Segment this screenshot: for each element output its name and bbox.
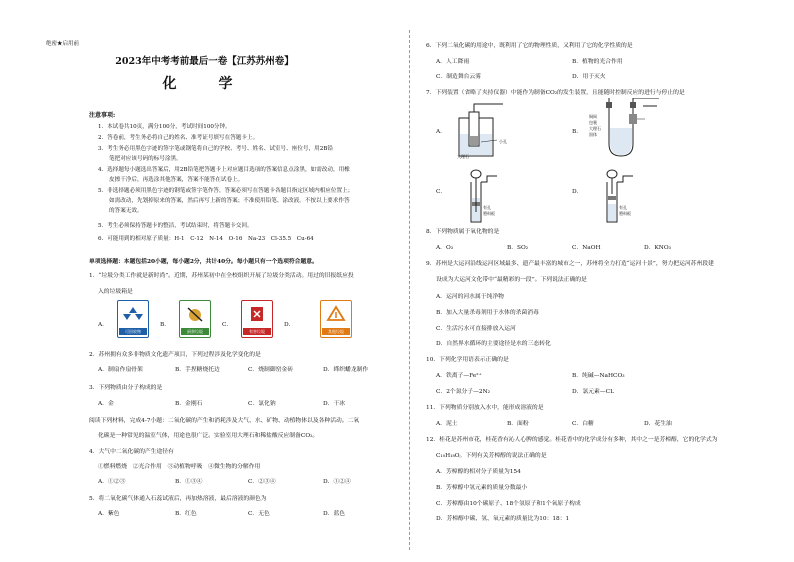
other-waste-icon	[323, 304, 349, 324]
option[interactable]: C．2个氮分子—2N₂	[436, 389, 490, 395]
question-4-stem: 4．大气中二氧化碳的产生途径有	[89, 449, 174, 455]
exam-title: 2023年中考考前最后一卷【江苏苏州卷】	[115, 56, 294, 67]
notice-item: 6．可能用到的相对原子质量：H-1 C-12 N-14 O-16 Na-23 Cl-35.5 Cu-64	[98, 236, 314, 242]
secret-mark: 绝密★启用前	[46, 41, 80, 47]
option[interactable]: C．	[436, 189, 447, 195]
option[interactable]: D．用于灭火	[572, 74, 606, 80]
apparatus-label: 有孔	[619, 205, 627, 210]
option-letter[interactable]: D．	[284, 322, 295, 328]
apparatus-label: 小孔	[499, 139, 507, 144]
option[interactable]: A．泥土	[436, 421, 458, 427]
option[interactable]: D．KNO₃	[644, 245, 671, 251]
option-letter[interactable]: B．	[160, 322, 171, 328]
recyclable-bin-icon[interactable]	[117, 300, 149, 338]
bin-label: 厨余垃圾	[181, 328, 209, 335]
option[interactable]: A．金	[98, 401, 114, 407]
apparatus-label: 铜网	[589, 114, 597, 119]
notice-item: 4．选择题每小题选出答案后，用2B铅笔把答题卡上对应题目选项的答案信息点涂黑，如需改动，用橡	[98, 167, 350, 173]
question-6-stem: 6．下列二氧化碳的用途中，既利用了它的物理性质，又利用了它的化学性质的是	[426, 43, 633, 49]
option[interactable]: A．芳樟醇的相对分子质量为154	[436, 469, 521, 475]
notice-item: 3．考生务必用黑色字迹的签字笔或钢笔将自己的学校、考号、姓名、试室号、座位号，用2B铅	[98, 146, 333, 152]
notice-item: 5．非选择题必须用黑色字迹的钢笔或签字笔作答，答案必须写在答题卡各题目指定区域内相应位置上；	[98, 188, 354, 194]
question-2-stem: 2．苏州拥有众多非物质文化遗产项目，下列过程涉及化学变化的是	[89, 352, 261, 358]
section-heading: 单项选择题：本题包括20小题，每小题2分，共计40分。每小题只有一个选项符合题意。	[89, 259, 318, 265]
apparatus-label: 大理石	[589, 126, 601, 131]
hazard-icon	[244, 304, 270, 324]
option[interactable]: B．手捏糖烧托边	[175, 367, 220, 373]
question-10-stem: 10．下列化学用语表示正确的是	[426, 357, 509, 363]
option[interactable]: A．紫色	[98, 511, 120, 517]
option[interactable]: A．运河的河水属于纯净物	[436, 294, 504, 300]
option[interactable]: A．铁离子—Fe²⁺	[436, 373, 482, 379]
recycle-icon	[120, 304, 146, 324]
bin-label: 有害垃圾	[243, 328, 271, 335]
question-9-stem: 设成为大运河文化带中“最精彩的一段”。下列说法正确的是	[436, 277, 587, 283]
question-12-stem: C₁₀H₁₈O。下列有关芳樟醇的说法正确的是	[436, 453, 547, 459]
notice-item: 2．答卷前，考生务必将自己的姓名、准考证号填写在答题卡上。	[98, 135, 259, 141]
option[interactable]: A．制扇作扇骨架	[98, 367, 143, 373]
option[interactable]: B．纯碱—NaHCO₃	[572, 373, 625, 379]
question-11-stem: 11．下列物质分别放入水中，能形成溶液的是	[426, 405, 544, 411]
apparatus-label: 大理石	[457, 154, 469, 159]
notice-item: 皮擦干净后，再选涂其他答案，答案不能答在试卷上。	[109, 177, 244, 183]
apparatus-label: 有孔	[483, 205, 491, 210]
notice-item: 如需改动，先划掉原来的答案，然后再写上新的答案；不准使用铅笔、涂改液。不按以上要求作答	[109, 198, 350, 204]
option[interactable]: C．氯化钠	[248, 401, 276, 407]
apparatus-label: 塑料板	[483, 211, 495, 216]
option[interactable]: B．加入大量杀毒剂用于水体的杀菌消毒	[436, 310, 539, 316]
hazardous-bin-icon[interactable]	[241, 300, 273, 338]
question-7-stem: 7．下列装置（省略了夹持仪器）中能作为制备CO₂的发生装置，且能随时控制反应的进行与停止的是	[426, 90, 685, 96]
option[interactable]: B．红色	[175, 511, 197, 517]
option[interactable]: A．人工降雨	[436, 59, 470, 65]
option[interactable]: B．SO₂	[507, 245, 529, 251]
question-4-items: ①燃料燃烧 ②光合作用 ③动植物呼吸 ④微生物的分解作用	[98, 464, 261, 470]
apparatus-label: 包裹	[589, 120, 597, 125]
option[interactable]: D．氯元素—CL	[572, 389, 614, 395]
notice-item: 的答案无效。	[109, 208, 143, 214]
apparatus-label: 固体	[589, 132, 597, 137]
option[interactable]: B．①③④	[175, 479, 203, 485]
option[interactable]: C．②③④	[248, 479, 276, 485]
option[interactable]: B．植物的光合作用	[572, 59, 623, 65]
option[interactable]: C．NaOH	[572, 245, 601, 251]
option[interactable]: B．面粉	[507, 421, 529, 427]
option[interactable]: C．无色	[248, 511, 270, 517]
apparatus-d-icon[interactable]	[589, 168, 639, 226]
option[interactable]: D．花生油	[644, 421, 672, 427]
reading-material: 阅读下列材料，完成4-7小题：二氧化碳的产生和消耗涉及大气、水、矿物、动植物体以及各种活动。二氧	[89, 418, 360, 424]
option[interactable]: D．芳樟醇中碳、氢、氧元素的质量比为10：18：1	[436, 516, 570, 522]
option[interactable]: D．①②④	[323, 479, 351, 485]
apparatus-label: 塑料板	[619, 211, 631, 216]
apparatus-c-icon[interactable]	[453, 168, 503, 226]
food-waste-icon	[182, 304, 208, 324]
option[interactable]: A．①②③	[98, 479, 126, 485]
question-1-stem: 1．“垃圾分类工作就是新时尚”。近期，苏州某初中在全校组织开展了垃圾分类活动。用过的旧报纸应投	[89, 273, 354, 279]
right-column	[409, 0, 794, 562]
option[interactable]: A．O₃	[436, 245, 454, 251]
question-1-stem: 入的垃圾箱是	[98, 289, 133, 295]
notice-item: 5．考生必须保持答题卡的整洁，考试结束时，将答题卡交回。	[98, 223, 253, 229]
option[interactable]: C．制造舞台云雾	[436, 74, 482, 80]
other-waste-bin-icon[interactable]	[320, 300, 352, 338]
question-12-stem: 12．桂花是苏州市花，桂花香有沁人心脾的感觉。桂花香中的化学成分有多种，其中之一是芳樟醇，它的化学式为	[426, 437, 718, 443]
option[interactable]: B．金刚石	[175, 401, 203, 407]
notice-item: 1．本试卷共10页，满分100分，考试时间100分钟。	[98, 124, 231, 130]
option[interactable]: B．芳樟醇中氢元素的质量分数最小	[436, 485, 528, 491]
bin-label: 可回收物	[119, 328, 147, 335]
option[interactable]: D．	[572, 189, 583, 195]
apparatus-b-icon[interactable]	[595, 98, 665, 162]
kitchen-waste-bin-icon[interactable]	[179, 300, 211, 338]
option-letter[interactable]: A．	[98, 322, 108, 328]
notice-heading: 注意事项:	[89, 112, 116, 119]
option[interactable]: B．	[572, 129, 583, 135]
option[interactable]: A．	[436, 129, 446, 135]
option[interactable]: D．干冰	[323, 401, 346, 407]
question-9-stem: 9．苏州是大运河沿线运河区域最多、遗产最丰富的城市之一，苏州将全力打造“运河十景”，努力把运河苏州段建	[426, 261, 714, 267]
bin-label: 其他垃圾	[322, 328, 350, 335]
subject-title: 化 学	[162, 76, 247, 92]
option-letter[interactable]: C．	[222, 322, 233, 328]
option[interactable]: C．生活污水可直接排放入运河	[436, 326, 516, 332]
reading-material: 化碳是一种常见的温室气体，用途也很广泛。实验室用大理石和稀盐酸反应制备CO₂。	[98, 433, 319, 439]
question-8-stem: 8．下列物质属于氧化物的是	[426, 229, 500, 235]
option[interactable]: D．蓝色	[323, 511, 346, 517]
option[interactable]: C．芳樟醇由10个碳原子、18个氢原子和1个氧原子构成	[436, 501, 581, 507]
question-3-stem: 3．下列物质由分子构成的是	[89, 385, 163, 391]
option[interactable]: D．缂织蟠龙制作	[323, 367, 369, 373]
option[interactable]: C．烧制御窑金砖	[248, 367, 294, 373]
notice-item: 笔把对应该号码的标号涂黑。	[109, 156, 182, 162]
option[interactable]: C．白糖	[572, 421, 594, 427]
option[interactable]: D．自然界水循环的主要途径是水的三态转化	[436, 341, 551, 347]
question-5-stem: 5．将二氧化碳气体通入石蕊试液后，再加热溶液，最后溶液的颜色为	[89, 496, 267, 502]
